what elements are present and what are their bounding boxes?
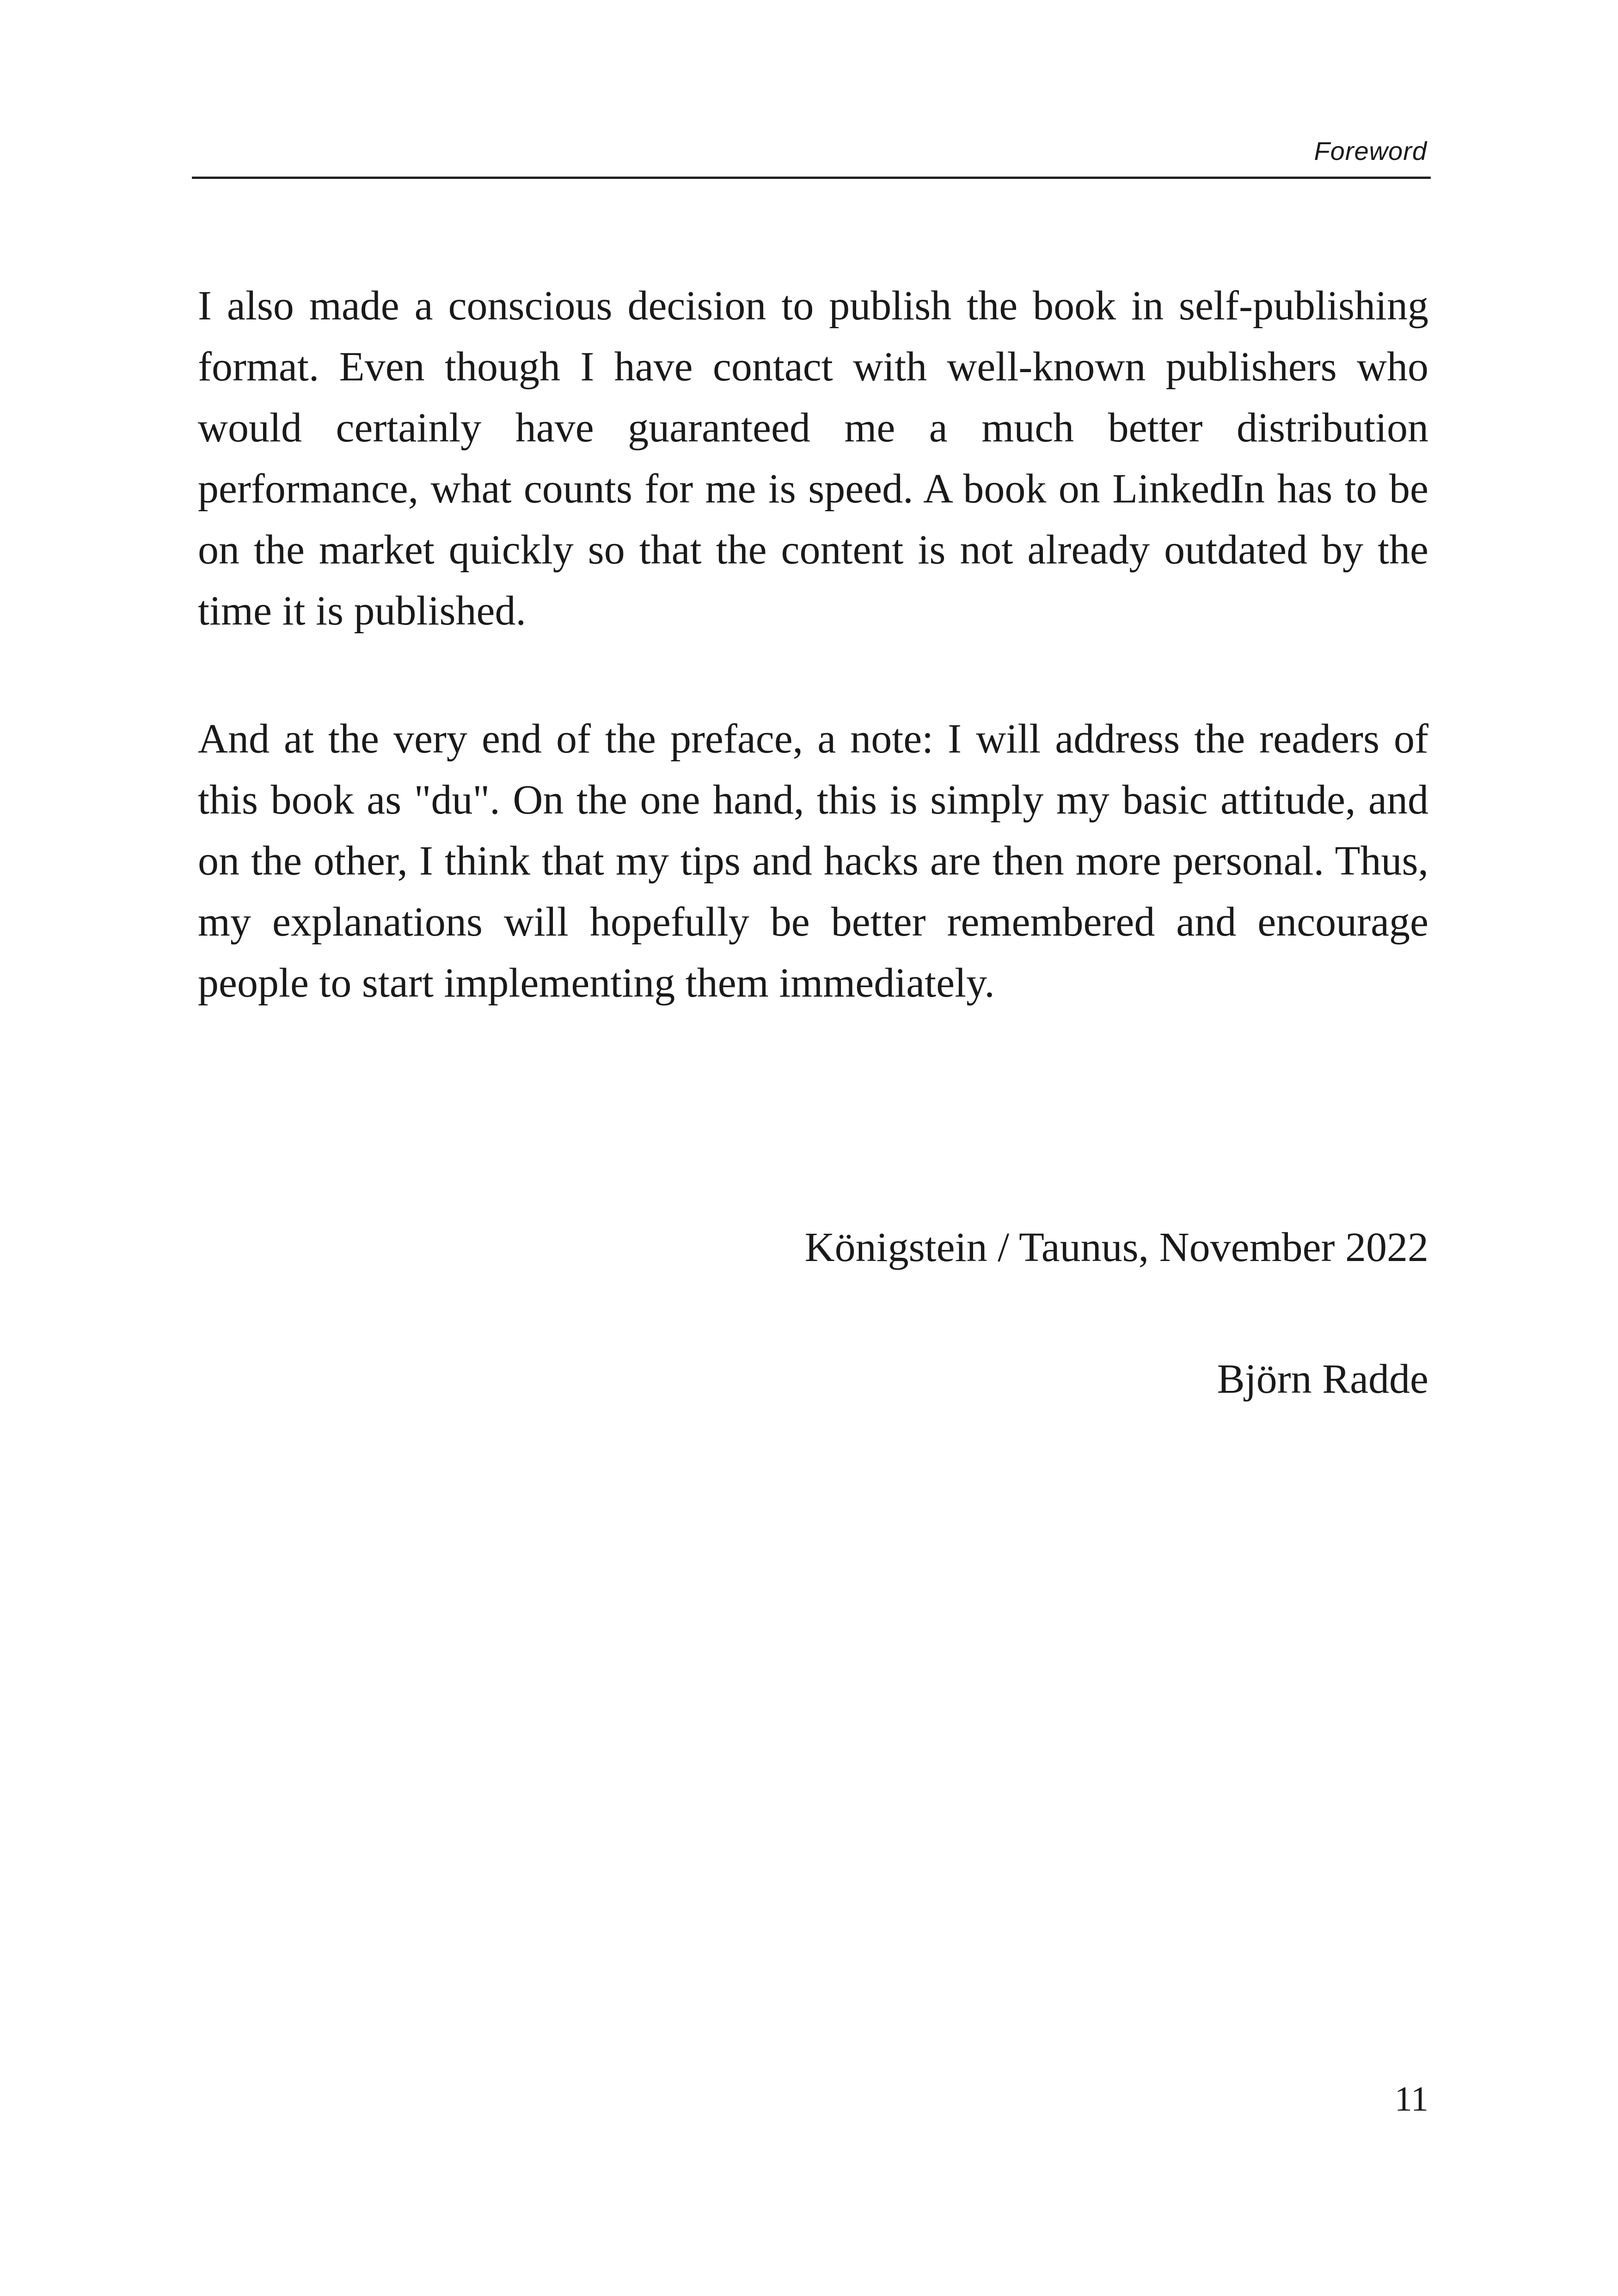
signoff-author: Björn Radde (1217, 1356, 1428, 1402)
paragraph-2: And at the very end of the preface, a note: I will address the readers of this book as "du". On the one hand, this is simply my basic attitude, and on the other, I think that my tips and hacks are then more personal. Thus, my explanations will hopefully be better remembered and encourage people to start implementing them immediately. (198, 716, 1428, 1006)
signoff-place-date: Königstein / Taunus, November 2022 (804, 1225, 1428, 1270)
body-text (198, 276, 1428, 1014)
chapter-title: Foreword (1314, 136, 1427, 165)
running-header (192, 134, 1431, 179)
paragraph-1: I also made a conscious decision to publish the book in self-publishing format. Even though I have contact with well-known publishers who would certainly have guaranteed me a much better distribution performance, what counts for me is speed. A book on LinkedIn has to be on the market quickly so that the content is not already outdated by the time it is published. (198, 283, 1428, 634)
page-number: 11 (1394, 2080, 1428, 2118)
